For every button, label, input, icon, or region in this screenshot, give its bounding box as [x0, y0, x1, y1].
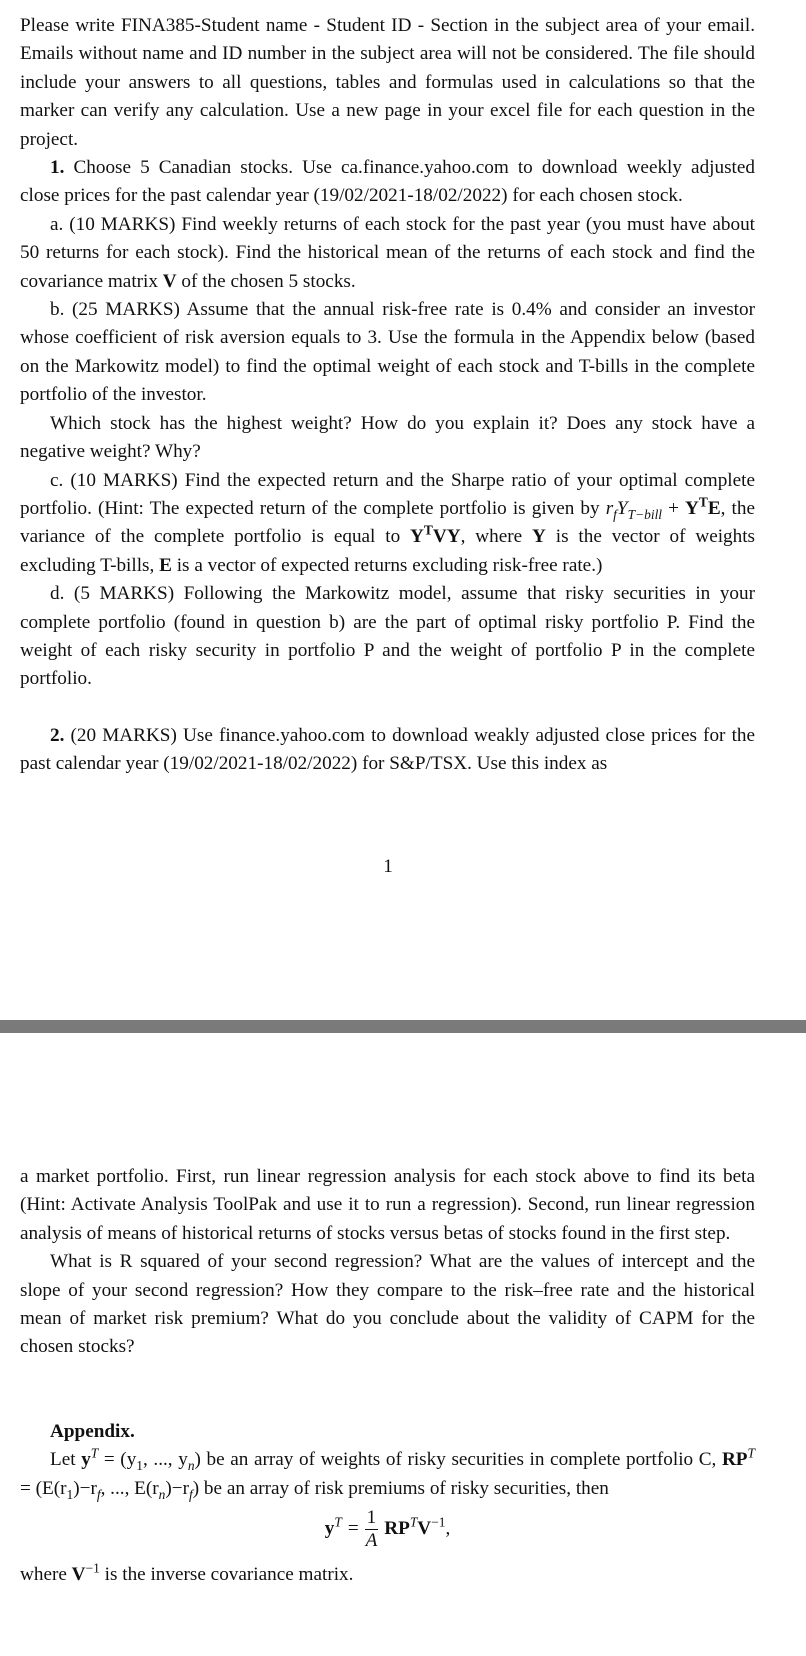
- intro-paragraph: Please write FINA385-Student name - Student ID - Section in the subject area of your email. Emails without name and ID number in the subject area will not be considered. The file should include your answers to all questions, tables and formulas used in calculations so that the marker can verify any calculation. Use a new page in your excel file for each question in the project.: [20, 15, 755, 150]
- appendix-definition: Let $y^T = (y_1$, ..., $y_n$) be an array of weights of risky securities in complete portfolio C, $RP^T = (E(r_1)-r_f$, ..., $E(r_n)-r_f$) be an array of risk premiums of risky securities, then: [20, 1445, 756, 1502]
- question-1a-end: of the chosen 5 stocks.: [181, 270, 356, 292]
- page-separator: [0, 1020, 806, 1033]
- page-1-text: [20, 12, 755, 779]
- question-1b: b. (25 MARKS) Assume that the annual risk-free rate is 0.4% and consider an investor whose coefficient of risk aversion equals to 3. Use the formula in the Appendix below (based on the Markowitz model) to find the optimal weight of each stock and T-bills in the complete portfolio of the investor.: [20, 299, 755, 406]
- question-1c-mid: , the variance of the complete portfolio is equal to: [20, 497, 755, 548]
- expected-return-formula: $r_fY_{T-bill}$: [605, 497, 663, 522]
- question-1a: [20, 211, 755, 296]
- question-1c: c. (10 MARKS) Find the expected return and the Sharpe ratio of your optimal complete portfolio. (Hint: The expected return of the complete portfolio is given by $r_fY_{T-bill} + Y^TE$, the variance of the complete portfolio is equal to $Y^TVY$, where Y is the vector of weights excluding T-bills, E is a vector of expected returns excluding risk-free rate.): [20, 469, 756, 576]
- page-number: 1: [383, 856, 393, 877]
- appendix-where: where $V^{-1}$ is the inverse covariance matrix.: [20, 1560, 354, 1586]
- question-2-number: 2.: [50, 724, 65, 746]
- question-1-number: 1.: [50, 157, 65, 179]
- question-1c-text: c. (10 MARKS) Find the expected return and the Sharpe ratio of your optimal complete portfolio. (Hint: The expected return of the complete portfolio is given by: [20, 469, 755, 519]
- question-2-continued: a market portfolio. First, run linear regression analysis for each stock above to find its beta (Hint: Activate Analysis ToolPak and use it to run a regression). Second, run linear regression analysis of means of historical returns of stocks versus betas of stocks found in the first step.: [20, 1166, 755, 1244]
- question-2-text: (20 MARKS) Use finance.yahoo.com to download weakly adjusted close prices for the past calendar year (19/02/2021-18/02/2022) for S&P/TSX. Use this index as: [20, 724, 756, 775]
- question-1d: d. (5 MARKS) Following the Markowitz model, assume that risky securities in your complete portfolio (found in question b) are the part of optimal risky portfolio P. Find the weight of each risky security in portfolio P and the weight of portfolio P in the complete portfolio.: [20, 583, 755, 690]
- question-1a-text: a. (10 MARKS) Find weekly returns of each stock for the past year (you must have about 50 returns for each stock). Find the historical mean of the returns of each stock and find the covariance matrix: [20, 213, 755, 292]
- variance-formula: $Y^TVY$: [410, 522, 461, 548]
- page-2: [0, 1033, 806, 1656]
- risk-aversion-fraction: $\frac{1}{A}$: [365, 1507, 378, 1552]
- question-1-text: Choose 5 Canadian stocks. Use ca.finance.yahoo.com to download weekly adjusted close prices for the past calendar year (19/02/2021-18/02/2022) for each chosen stock.: [20, 157, 755, 207]
- question-2-followup: What is R squared of your second regression? What are the values of intercept and the slope of your second regression? How they compare to the risk–free rate and the historical mean of market risk premium? What do you conclude about the validity of CAPM for the chosen stocks?: [20, 1251, 755, 1358]
- question-1b-followup: Which stock has the highest weight? How do you explain it? Does any stock have a negative weight? Why?: [20, 412, 755, 463]
- page-2-text: [20, 1163, 755, 1589]
- optimal-weights-formula: $y^T$ = $\frac{1}{A}$ $RP^TV^{-1}$,: [324, 1507, 451, 1552]
- covariance-matrix-symbol: V: [162, 270, 177, 292]
- question-1-intro: [20, 154, 755, 211]
- question-2: [20, 722, 755, 779]
- appendix-title: Appendix.: [50, 1420, 135, 1442]
